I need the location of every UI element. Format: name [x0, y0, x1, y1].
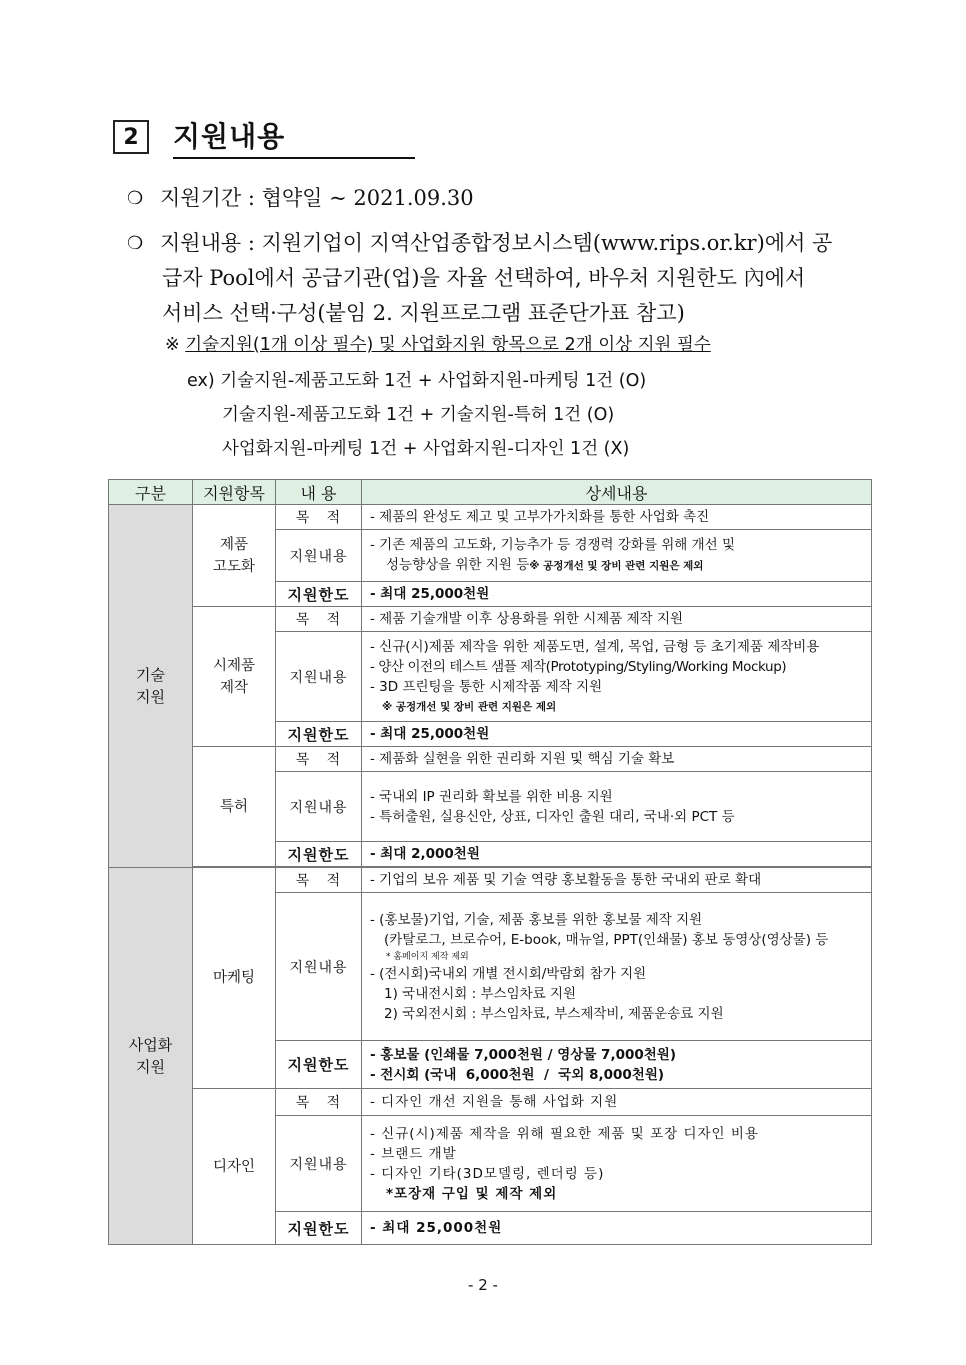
- header-content: 내 용: [276, 480, 362, 505]
- detail-purpose: - 제품의 완성도 제고 및 고부가가치화를 통한 사업화 촉진: [362, 505, 872, 530]
- item-patent: 특허: [193, 747, 276, 867]
- label-limit: 지원한도: [276, 842, 362, 867]
- content-line: 급자 Pool에서 공급기관(업)을 자율 선택하여, 바우처 지원한도 內에서: [162, 266, 806, 290]
- section-title: 지원내용: [173, 115, 415, 159]
- item-marketing: 마케팅: [193, 868, 276, 1089]
- table-row: [109, 505, 872, 530]
- table-row: [109, 747, 872, 772]
- label-content: 지원내용: [276, 1116, 362, 1212]
- label-purpose: 목 적: [276, 1089, 362, 1116]
- content-line: 서비스 선택·구성(붙임 2. 지원프로그램 표준단가표 참고): [162, 301, 685, 325]
- header-category: 구분: [109, 480, 193, 505]
- period-line: 지원기간 : 협약일 ~ 2021.09.30: [160, 186, 474, 210]
- detail-purpose: - 제품 기술개발 이후 상용화를 위한 시제품 제작 지원: [362, 607, 872, 632]
- detail-content: - (홍보물)기업, 기술, 제품 홍보를 위한 홍보물 제작 지원 (카탈로그, 브로슈어, E-book, 매뉴얼, PPT(인쇄물) 홍보 동영상(영상물) 등 * 홈페이지 제작 제외 - (전시회)국내외 개별 전시회/박람회 참가 지원 1) 국내전시회 : 부스임차료 지원 2) 국외전시회 : 부스임차료, 부스제작비, 제품운송료 지원: [362, 893, 872, 1041]
- detail-content: - 국내외 IP 권리화 확보를 위한 비용 지원 - 특허출원, 실용신안, 상표, 디자인 출원 대리, 국내·외 PCT 등: [362, 772, 872, 842]
- example-line: 사업화지원-마케팅 1건 + 사업화지원-디자인 1건 (X): [222, 439, 630, 459]
- detail-limit: - 최대 25,000천원: [362, 1212, 872, 1245]
- detail-limit: - 최대 25,000천원: [362, 722, 872, 747]
- content-line: 지원내용 : 지원기업이 지역산업종합정보시스템(www.rips.or.kr)에서 공: [160, 231, 833, 255]
- label-content: 지원내용: [276, 530, 362, 582]
- detail-purpose: - 디자인 개선 지원을 통해 사업화 지원: [362, 1089, 872, 1116]
- detail-limit: - 홍보물 (인쇄물 7,000천원 / 영상물 7,000천원) - 전시회 (국내 6,000천원 / 국외 8,000천원): [362, 1041, 872, 1089]
- item-design: 디자인: [193, 1089, 276, 1245]
- detail-purpose: - 제품화 실현을 위한 권리화 지원 및 핵심 기술 확보: [362, 747, 872, 772]
- category-commercial: 사업화 지원: [109, 868, 193, 1245]
- item-product-upgrade: 제품 고도화: [193, 505, 276, 607]
- label-purpose: 목 적: [276, 505, 362, 530]
- example-line: ex) 기술지원-제품고도화 1건 + 사업화지원-마케팅 1건 (O): [187, 371, 647, 391]
- label-content: 지원내용: [276, 632, 362, 722]
- detail-content: - 기존 제품의 고도화, 기능추가 등 경쟁력 강화를 위해 개선 및 성능향상을 위한 지원 등※ 공정개선 및 장비 관련 지원은 제외: [362, 530, 872, 582]
- header-detail: 상세내용: [362, 480, 872, 505]
- label-limit: 지원한도: [276, 1212, 362, 1245]
- detail-limit: - 최대 25,000천원: [362, 582, 872, 607]
- content-paragraph: [160, 226, 880, 331]
- section-heading: [113, 115, 415, 159]
- section-number: 2: [113, 120, 149, 154]
- detail-content: - 신규(시)제품 제작을 위한 제품도면, 설계, 목업, 금형 등 초기제품 제작비용 - 양산 이전의 테스트 샘플 제작(Prototyping/Styling/Working Mockup) - 3D 프린팅을 통한 시제작품 제작 지원 ※ 공정개선 및 장비 관련 지원은 제외: [362, 632, 872, 722]
- note-mark: ※: [165, 335, 180, 355]
- label-purpose: 목 적: [276, 747, 362, 772]
- table-row: [109, 868, 872, 893]
- category-tech: 기술 지원: [109, 505, 193, 868]
- requirement-note: [165, 331, 711, 356]
- page-number: - 2 -: [468, 1276, 498, 1294]
- label-limit: 지원한도: [276, 582, 362, 607]
- bullet-icon: ❍: [127, 233, 144, 254]
- detail-purpose: - 기업의 보유 제품 및 기술 역량 홍보활동을 통한 국내외 판로 확대: [362, 868, 872, 893]
- example-line: 기술지원-제품고도화 1건 + 기술지원-특허 1건 (O): [222, 405, 615, 425]
- label-purpose: 목 적: [276, 607, 362, 632]
- detail-content: - 신규(시)제품 제작을 위해 필요한 제품 및 포장 디자인 비용 - 브랜드 개발 - 디자인 기타(3D모델링, 렌더링 등) *포장재 구입 및 제작 제외: [362, 1116, 872, 1212]
- header-item: 지원항목: [193, 480, 276, 505]
- label-limit: 지원한도: [276, 722, 362, 747]
- label-limit: 지원한도: [276, 1041, 362, 1089]
- table-row: [109, 607, 872, 632]
- detail-limit: - 최대 2,000천원: [362, 842, 872, 867]
- label-content: 지원내용: [276, 772, 362, 842]
- bullet-icon: ❍: [127, 188, 144, 209]
- label-purpose: 목 적: [276, 868, 362, 893]
- table-row: [109, 1089, 872, 1116]
- support-table: [108, 479, 872, 1245]
- label-content: 지원내용: [276, 893, 362, 1041]
- item-prototype: 시제품 제작: [193, 607, 276, 747]
- table-header-row: [109, 480, 872, 505]
- note-text: 기술지원(1개 이상 필수) 및 사업화지원 항목으로 2개 이상 지원 필수: [185, 335, 711, 355]
